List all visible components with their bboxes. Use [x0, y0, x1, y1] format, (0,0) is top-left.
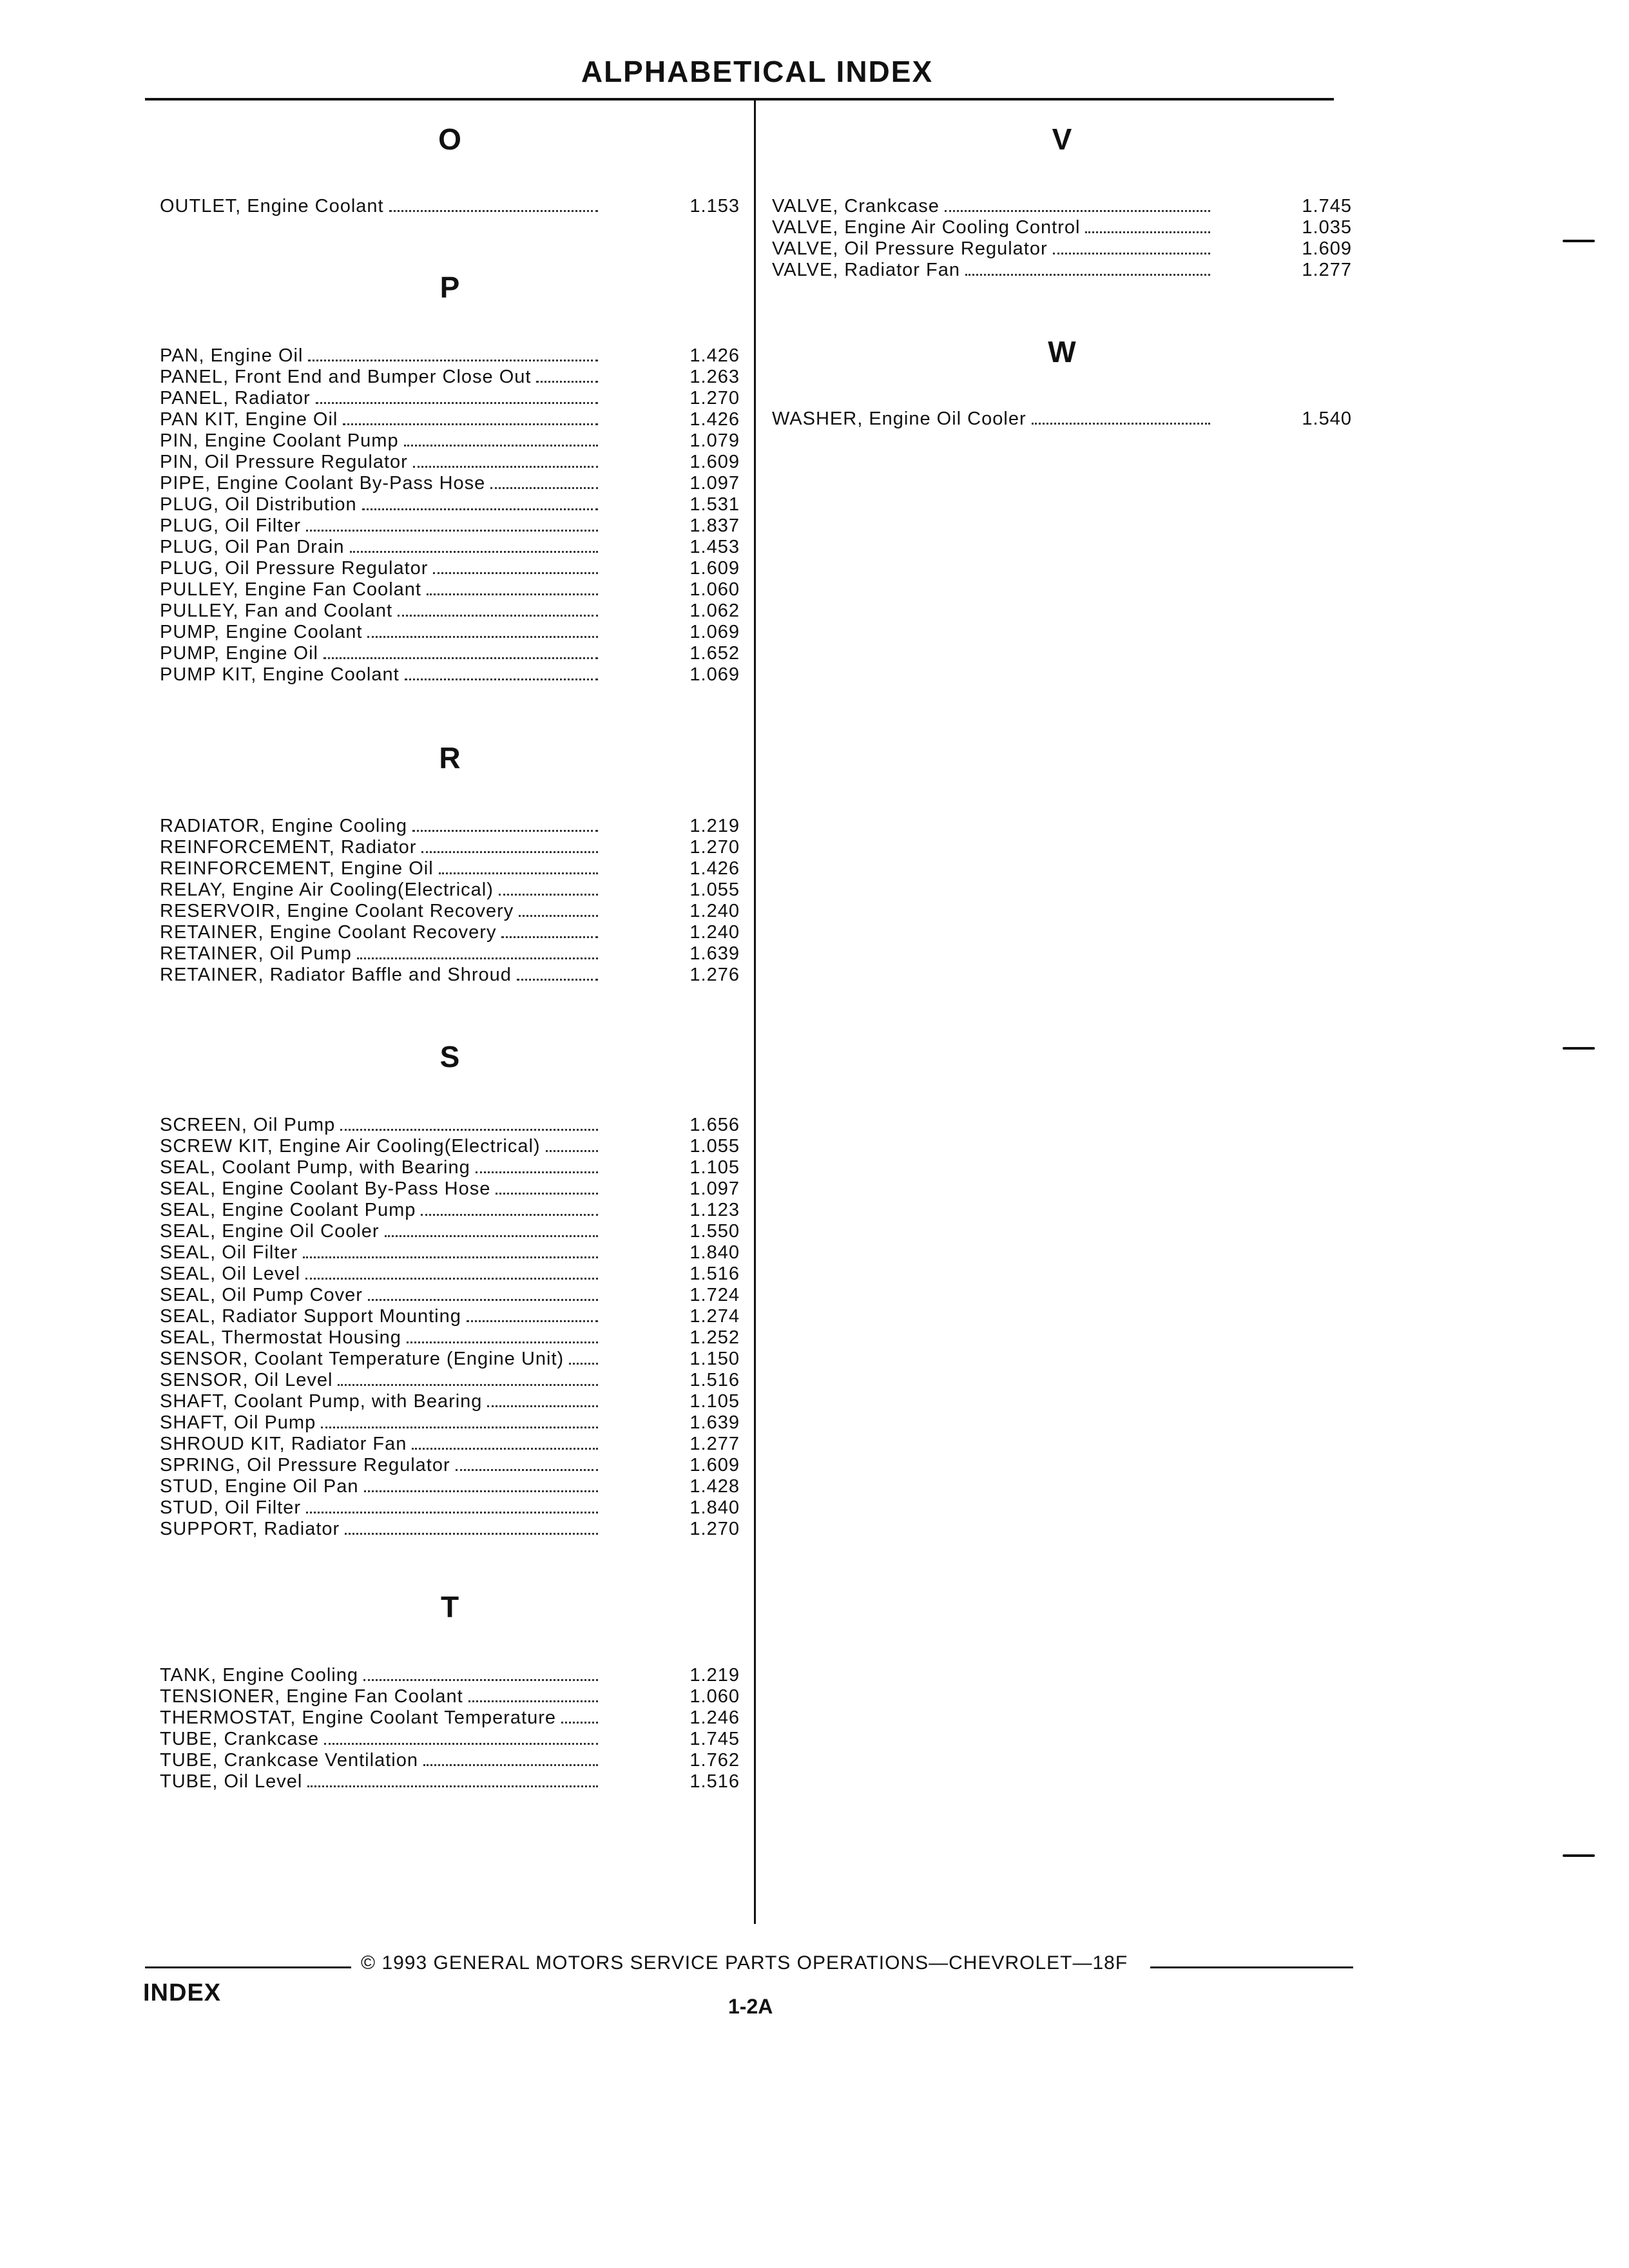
section-letter: S: [439, 1040, 460, 1073]
entry-page-number: 1.055: [689, 879, 740, 900]
dot-leader: [561, 1706, 598, 1724]
dot-leader: [363, 1664, 598, 1681]
dot-leader: [433, 557, 598, 574]
entry-name: PANEL, Front End and Bumper Close Out: [160, 367, 532, 387]
index-entry: [160, 514, 740, 535]
entry-name: RETAINER, Engine Coolant Recovery: [160, 922, 497, 943]
page-title: ALPHABETICAL INDEX: [581, 55, 934, 88]
entry-list: [160, 1113, 740, 1539]
entry-list: [772, 195, 1352, 280]
entry-page-number: 1.840: [689, 1497, 740, 1518]
entry-name: RETAINER, Radiator Baffle and Shroud: [160, 965, 512, 985]
entry-name: TANK, Engine Cooling: [160, 1665, 359, 1686]
entry-name: RADIATOR, Engine Cooling: [160, 816, 407, 836]
index-entry: [160, 921, 740, 942]
dot-leader: [345, 1517, 598, 1535]
index-entry: [160, 1262, 740, 1283]
entry-page-number: 1.069: [689, 664, 740, 685]
dot-leader: [519, 899, 598, 917]
entry-name: SEAL, Oil Level: [160, 1264, 301, 1284]
dot-leader: [368, 1283, 598, 1301]
entry-name: OUTLET, Engine Coolant: [160, 196, 384, 216]
entry-name: SUPPORT, Radiator: [160, 1519, 340, 1539]
entry-page-number: 1.252: [689, 1327, 740, 1348]
entry-name: VALVE, Oil Pressure Regulator: [772, 238, 1048, 259]
dot-leader: [338, 1369, 598, 1386]
entry-list: [160, 814, 740, 985]
index-entry: [160, 344, 740, 365]
entry-page-number: 1.550: [689, 1221, 740, 1242]
entry-page-number: 1.426: [689, 345, 740, 366]
dot-leader: [405, 663, 598, 680]
entry-page-number: 1.639: [689, 1412, 740, 1433]
entry-page-number: 1.609: [1302, 238, 1352, 259]
dot-leader: [407, 1326, 598, 1343]
entry-name: SHROUD KIT, Radiator Fan: [160, 1434, 407, 1454]
entry-name: SEAL, Thermostat Housing: [160, 1327, 401, 1348]
index-entry: [772, 216, 1352, 237]
index-entry: [160, 1220, 740, 1241]
entry-name: PLUG, Oil Filter: [160, 515, 302, 536]
entry-name: TENSIONER, Engine Fan Coolant: [160, 1686, 463, 1707]
entry-page-number: 1.123: [689, 1200, 740, 1220]
entry-page-number: 1.652: [689, 643, 740, 664]
index-entry: [160, 1727, 740, 1749]
index-entry: [160, 878, 740, 899]
dot-leader: [965, 258, 1210, 276]
entry-name: SEAL, Engine Coolant By-Pass Hose: [160, 1178, 491, 1199]
dot-leader: [412, 814, 598, 832]
entry-name: PUMP KIT, Engine Coolant: [160, 664, 400, 685]
index-entry: [772, 407, 1352, 428]
edge-tick-mark: [1563, 1854, 1595, 1857]
index-entry: [160, 963, 740, 985]
entry-name: TUBE, Crankcase: [160, 1729, 320, 1749]
index-entry: [160, 1411, 740, 1432]
dot-leader: [413, 450, 598, 468]
index-entry: [772, 237, 1352, 258]
dot-leader: [1053, 237, 1210, 255]
entry-name: SCREW KIT, Engine Air Cooling(Electrical): [160, 1136, 541, 1157]
section-letter: T: [440, 1590, 459, 1624]
dot-leader: [490, 472, 598, 489]
entry-page-number: 1.656: [689, 1115, 740, 1135]
entry-page-number: 1.274: [689, 1306, 740, 1327]
dot-leader: [324, 1727, 598, 1745]
entry-name: PUMP, Engine Coolant: [160, 622, 363, 642]
index-entry: [160, 408, 740, 429]
dot-leader: [439, 857, 598, 874]
entry-name: SEAL, Engine Coolant Pump: [160, 1200, 416, 1220]
index-entry: [160, 899, 740, 921]
dot-leader: [350, 535, 598, 553]
dot-leader: [385, 1220, 598, 1237]
entry-page-number: 1.837: [689, 515, 740, 536]
entry-page-number: 1.745: [1302, 196, 1352, 216]
entry-name: SEAL, Coolant Pump, with Bearing: [160, 1157, 470, 1178]
entry-page-number: 1.097: [689, 473, 740, 494]
index-entry: [160, 1283, 740, 1305]
entry-page-number: 1.105: [689, 1391, 740, 1412]
dot-leader: [404, 429, 598, 447]
dot-leader: [546, 1135, 598, 1152]
entry-page-number: 1.639: [689, 943, 740, 964]
dot-leader: [427, 578, 598, 595]
dot-leader: [501, 921, 598, 938]
index-entry: [160, 1517, 740, 1539]
index-entry: [160, 557, 740, 578]
entry-page-number: 1.263: [689, 367, 740, 387]
edge-tick-mark: [1563, 1047, 1595, 1050]
entry-page-number: 1.277: [1302, 260, 1352, 280]
entry-page-number: 1.540: [1302, 408, 1352, 429]
index-entry: [160, 1770, 740, 1791]
dot-leader: [308, 344, 598, 361]
entry-name: VALVE, Radiator Fan: [772, 260, 960, 280]
dot-leader: [306, 514, 598, 532]
dot-leader: [467, 1305, 598, 1322]
index-entry: [160, 1685, 740, 1706]
index-entry: [160, 1706, 740, 1727]
entry-page-number: 1.516: [689, 1370, 740, 1390]
entry-name: VALVE, Engine Air Cooling Control: [772, 217, 1081, 238]
entry-page-number: 1.276: [689, 965, 740, 985]
entry-name: SEAL, Oil Pump Cover: [160, 1285, 363, 1305]
entry-page-number: 1.219: [689, 816, 740, 836]
entry-name: SEAL, Radiator Support Mounting: [160, 1306, 461, 1327]
entry-page-number: 1.270: [689, 1519, 740, 1539]
index-entry: [772, 258, 1352, 280]
entry-name: SENSOR, Oil Level: [160, 1370, 333, 1390]
index-entry: [160, 387, 740, 408]
entry-page-number: 1.840: [689, 1242, 740, 1263]
entry-page-number: 1.516: [689, 1771, 740, 1792]
entry-page-number: 1.724: [689, 1285, 740, 1305]
entry-name: PUMP, Engine Oil: [160, 643, 318, 664]
dot-leader: [398, 599, 598, 617]
index-entry: [160, 472, 740, 493]
index-entry: [160, 620, 740, 642]
entry-page-number: 1.062: [689, 601, 740, 621]
entry-page-number: 1.097: [689, 1178, 740, 1199]
dot-leader: [305, 1262, 598, 1280]
entry-page-number: 1.426: [689, 858, 740, 879]
entry-name: PIN, Engine Coolant Pump: [160, 430, 399, 451]
entry-page-number: 1.219: [689, 1665, 740, 1686]
dot-leader: [362, 493, 598, 510]
entry-page-number: 1.609: [689, 452, 740, 472]
index-entry: [160, 1177, 740, 1198]
section-letter: O: [438, 122, 461, 156]
entry-name: PLUG, Oil Distribution: [160, 494, 357, 515]
entry-name: SEAL, Engine Oil Cooler: [160, 1221, 380, 1242]
dot-leader: [364, 1475, 598, 1492]
dot-leader: [323, 642, 598, 659]
index-entry: [160, 493, 740, 514]
column-divider: [754, 101, 756, 1924]
index-entry: [160, 1156, 740, 1177]
entry-name: PULLEY, Engine Fan Coolant: [160, 579, 421, 600]
index-entry: [160, 1347, 740, 1369]
entry-name: VALVE, Crankcase: [772, 196, 940, 216]
index-entry: [160, 814, 740, 836]
entry-name: STUD, Engine Oil Pan: [160, 1476, 359, 1497]
index-entry: [160, 599, 740, 620]
index-entry: [160, 1664, 740, 1685]
entry-name: STUD, Oil Filter: [160, 1497, 301, 1518]
footer-page-number: 1-2A: [728, 1995, 773, 2018]
section-letter: V: [1052, 122, 1072, 156]
dot-leader: [306, 1496, 598, 1514]
index-entry: [160, 1369, 740, 1390]
section-letter: P: [439, 271, 460, 304]
entry-list: [772, 407, 1352, 428]
dot-leader: [476, 1156, 598, 1173]
index-entry: [160, 535, 740, 557]
entry-name: REINFORCEMENT, Engine Oil: [160, 858, 434, 879]
dot-leader: [945, 195, 1210, 212]
entry-name: PLUG, Oil Pressure Regulator: [160, 558, 429, 579]
dot-leader: [517, 963, 598, 981]
index-entry: [160, 642, 740, 663]
dot-leader: [389, 195, 598, 212]
entry-page-number: 1.240: [689, 922, 740, 943]
dot-leader: [569, 1347, 598, 1365]
index-entry: [160, 1241, 740, 1262]
dot-leader: [357, 942, 598, 959]
entry-name: PAN KIT, Engine Oil: [160, 409, 338, 430]
entry-page-number: 1.069: [689, 622, 740, 642]
edge-tick-mark: [1563, 240, 1595, 242]
entry-page-number: 1.609: [689, 1455, 740, 1475]
dot-leader: [412, 1432, 598, 1450]
title-rule: [145, 98, 1334, 101]
dot-leader: [340, 1113, 598, 1131]
index-entry: [160, 578, 740, 599]
entry-name: SHAFT, Oil Pump: [160, 1412, 316, 1433]
dot-leader: [367, 620, 598, 638]
dot-leader: [321, 1411, 598, 1428]
index-entry: [160, 942, 740, 963]
entry-page-number: 1.745: [689, 1729, 740, 1749]
index-entry: [160, 1496, 740, 1517]
entry-name: SPRING, Oil Pressure Regulator: [160, 1455, 450, 1475]
entry-page-number: 1.453: [689, 537, 740, 557]
index-entry: [160, 1454, 740, 1475]
dot-leader: [456, 1454, 598, 1471]
dot-leader: [1032, 407, 1210, 425]
entry-page-number: 1.240: [689, 901, 740, 921]
entry-page-number: 1.426: [689, 409, 740, 430]
entry-name: TUBE, Crankcase Ventilation: [160, 1750, 418, 1771]
dot-leader: [496, 1177, 598, 1195]
entry-name: RELAY, Engine Air Cooling(Electrical): [160, 879, 494, 900]
entry-page-number: 1.531: [689, 494, 740, 515]
dot-leader: [468, 1685, 598, 1702]
entry-page-number: 1.060: [689, 1686, 740, 1707]
section-letter: W: [1048, 335, 1076, 369]
entry-page-number: 1.428: [689, 1476, 740, 1497]
entry-list: [160, 1664, 740, 1791]
index-entry: [160, 1113, 740, 1135]
index-entry: [160, 836, 740, 857]
dot-leader: [487, 1390, 598, 1407]
dot-leader: [303, 1241, 598, 1258]
entry-name: PAN, Engine Oil: [160, 345, 304, 366]
dot-leader: [421, 1198, 598, 1216]
entry-name: PULLEY, Fan and Coolant: [160, 601, 393, 621]
index-entry: [160, 195, 740, 216]
dot-leader: [423, 1749, 598, 1766]
entry-page-number: 1.035: [1302, 217, 1352, 238]
entry-page-number: 1.277: [689, 1434, 740, 1454]
index-entry: [160, 1135, 740, 1156]
entry-name: WASHER, Engine Oil Cooler: [772, 408, 1027, 429]
entry-name: PANEL, Radiator: [160, 388, 311, 408]
entry-name: SENSOR, Coolant Temperature (Engine Unit): [160, 1349, 564, 1369]
entry-page-number: 1.270: [689, 837, 740, 858]
entry-page-number: 1.762: [689, 1750, 740, 1771]
dot-leader: [421, 836, 598, 853]
entry-page-number: 1.246: [689, 1707, 740, 1728]
dot-leader: [499, 878, 598, 896]
dot-leader: [316, 387, 598, 404]
index-entry: [160, 1326, 740, 1347]
dot-leader: [536, 365, 598, 383]
index-entry: [160, 1475, 740, 1496]
index-entry: [160, 663, 740, 684]
entry-name: REINFORCEMENT, Radiator: [160, 837, 417, 858]
index-entry: [160, 1390, 740, 1411]
entry-list: [160, 195, 740, 216]
index-entry: [160, 857, 740, 878]
index-entry: [160, 1305, 740, 1326]
entry-name: PLUG, Oil Pan Drain: [160, 537, 345, 557]
entry-name: TUBE, Oil Level: [160, 1771, 303, 1792]
footer-rule: [1150, 1966, 1353, 1968]
footer-section-label: INDEX: [143, 1979, 222, 2006]
entry-page-number: 1.516: [689, 1264, 740, 1284]
section-letter: R: [439, 741, 461, 774]
footer-rule: [145, 1966, 351, 1968]
index-entry: [160, 365, 740, 387]
index-entry: [160, 1432, 740, 1454]
entry-page-number: 1.060: [689, 579, 740, 600]
entry-page-number: 1.079: [689, 430, 740, 451]
entry-page-number: 1.150: [689, 1349, 740, 1369]
entry-page-number: 1.270: [689, 388, 740, 408]
dot-leader: [343, 408, 598, 425]
footer-copyright: © 1993 GENERAL MOTORS SERVICE PARTS OPERATIONS—CHEVROLET—18F: [361, 1952, 1128, 1974]
entry-list: [160, 344, 740, 684]
entry-name: THERMOSTAT, Engine Coolant Temperature: [160, 1707, 557, 1728]
index-entry: [160, 1749, 740, 1770]
entry-page-number: 1.055: [689, 1136, 740, 1157]
entry-page-number: 1.153: [689, 196, 740, 216]
entry-name: RESERVOIR, Engine Coolant Recovery: [160, 901, 514, 921]
entry-name: SEAL, Oil Filter: [160, 1242, 298, 1263]
entry-name: SCREEN, Oil Pump: [160, 1115, 336, 1135]
entry-page-number: 1.609: [689, 558, 740, 579]
entry-name: SHAFT, Coolant Pump, with Bearing: [160, 1391, 483, 1412]
entry-page-number: 1.105: [689, 1157, 740, 1178]
dot-leader: [307, 1770, 598, 1787]
entry-name: PIPE, Engine Coolant By-Pass Hose: [160, 473, 486, 494]
index-entry: [160, 429, 740, 450]
dot-leader: [1085, 216, 1210, 233]
entry-name: RETAINER, Oil Pump: [160, 943, 352, 964]
index-entry: [772, 195, 1352, 216]
index-entry: [160, 450, 740, 472]
entry-name: PIN, Oil Pressure Regulator: [160, 452, 408, 472]
index-entry: [160, 1198, 740, 1220]
